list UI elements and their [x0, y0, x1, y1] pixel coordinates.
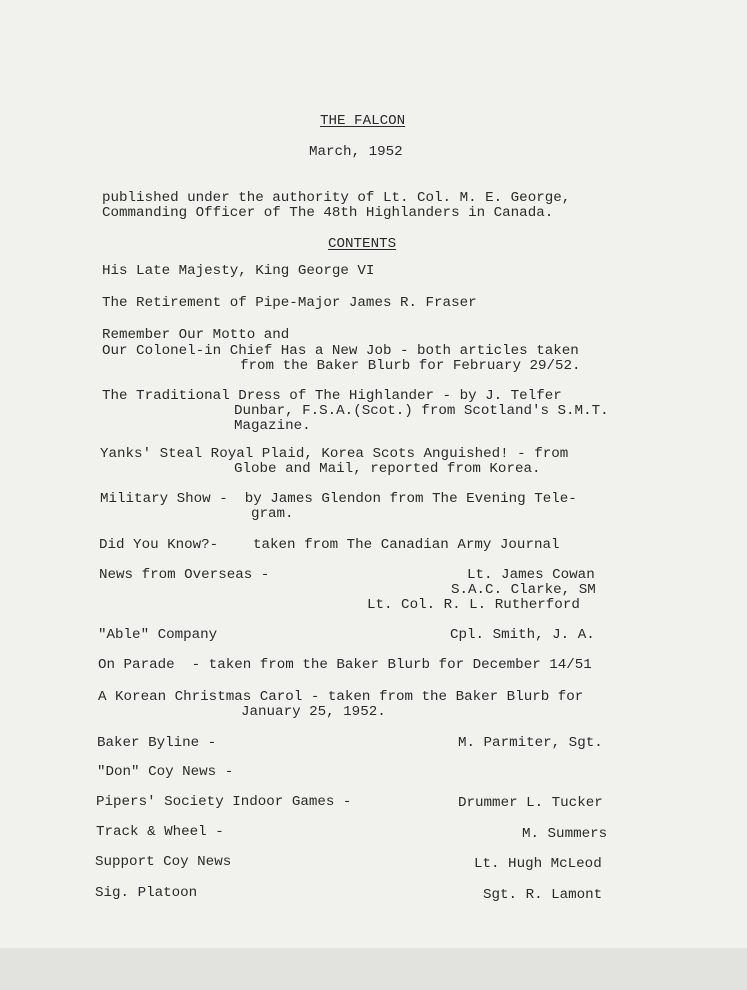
contents-item-author: M. Parmiter, Sgt.	[458, 735, 603, 751]
contents-heading: CONTENTS	[328, 236, 397, 252]
contents-item-text: gram.	[251, 506, 294, 522]
contents-item-text: Yanks' Steal Royal Plaid, Korea Scots Anguished! - from	[100, 446, 569, 462]
contents-item-author: S.A.C. Clarke, SM	[451, 582, 596, 598]
contents-item-text: from the Baker Blurb for February 29/52.	[240, 358, 581, 374]
contents-item-text: On Parade - taken from the Baker Blurb for December 14/51	[98, 657, 592, 673]
contents-item-text: Magazine.	[234, 418, 311, 434]
contents-item-text: The Retirement of Pipe-Major James R. Fraser	[102, 295, 477, 311]
contents-item-text: January 25, 1952.	[241, 704, 386, 720]
contents-item-title: "Don" Coy News -	[97, 764, 234, 780]
contents-item-author: Lt. Hugh McLeod	[474, 856, 602, 872]
contents-item-text: Dunbar, F.S.A.(Scot.) from Scotland's S.M.T.	[234, 403, 609, 419]
contents-item-title: Track & Wheel -	[96, 824, 224, 840]
contents-item-title: Sig. Platoon	[95, 885, 198, 901]
document-title: THE FALCON	[320, 113, 406, 129]
contents-item-text: His Late Majesty, King George VI	[102, 263, 375, 279]
contents-item-author: Cpl. Smith, J. A.	[450, 627, 595, 643]
contents-item-title: Baker Byline -	[97, 735, 217, 751]
contents-item-title: News from Overseas -	[99, 567, 270, 583]
scan-bottom-band	[0, 948, 747, 990]
contents-item-title: Did You Know?-	[99, 537, 219, 553]
contents-item-title: Pipers' Society Indoor Games -	[96, 794, 352, 810]
contents-item-author: M. Summers	[522, 826, 608, 842]
contents-item-title: "Able" Company	[98, 627, 218, 643]
contents-item-title: Support Coy News	[95, 854, 232, 870]
contents-item-text: Military Show - by James Glendon from The Evening Tele-	[100, 491, 577, 507]
contents-item-text: The Traditional Dress of The Highlander - by J. Telfer	[102, 388, 562, 404]
document-date: March, 1952	[309, 144, 403, 160]
contents-item-text: A Korean Christmas Carol - taken from the Baker Blurb for	[98, 689, 584, 705]
contents-item-author: Lt. Col. R. L. Rutherford	[367, 597, 580, 613]
contents-item-text: Remember Our Motto and	[102, 327, 290, 343]
authority-line-2: Commanding Officer of The 48th Highlanders in Canada.	[102, 205, 554, 221]
authority-line-1: published under the authority of Lt. Col. M. E. George,	[102, 190, 571, 206]
contents-item-author: Drummer L. Tucker	[458, 795, 603, 811]
contents-item-text: taken from The Canadian Army Journal	[253, 537, 560, 553]
contents-item-author: Lt. James Cowan	[467, 567, 595, 583]
contents-item-author: Sgt. R. Lamont	[483, 887, 603, 903]
contents-item-text: Our Colonel-in Chief Has a New Job - both articles taken	[102, 343, 579, 359]
contents-item-text: Globe and Mail, reported from Korea.	[234, 461, 541, 477]
